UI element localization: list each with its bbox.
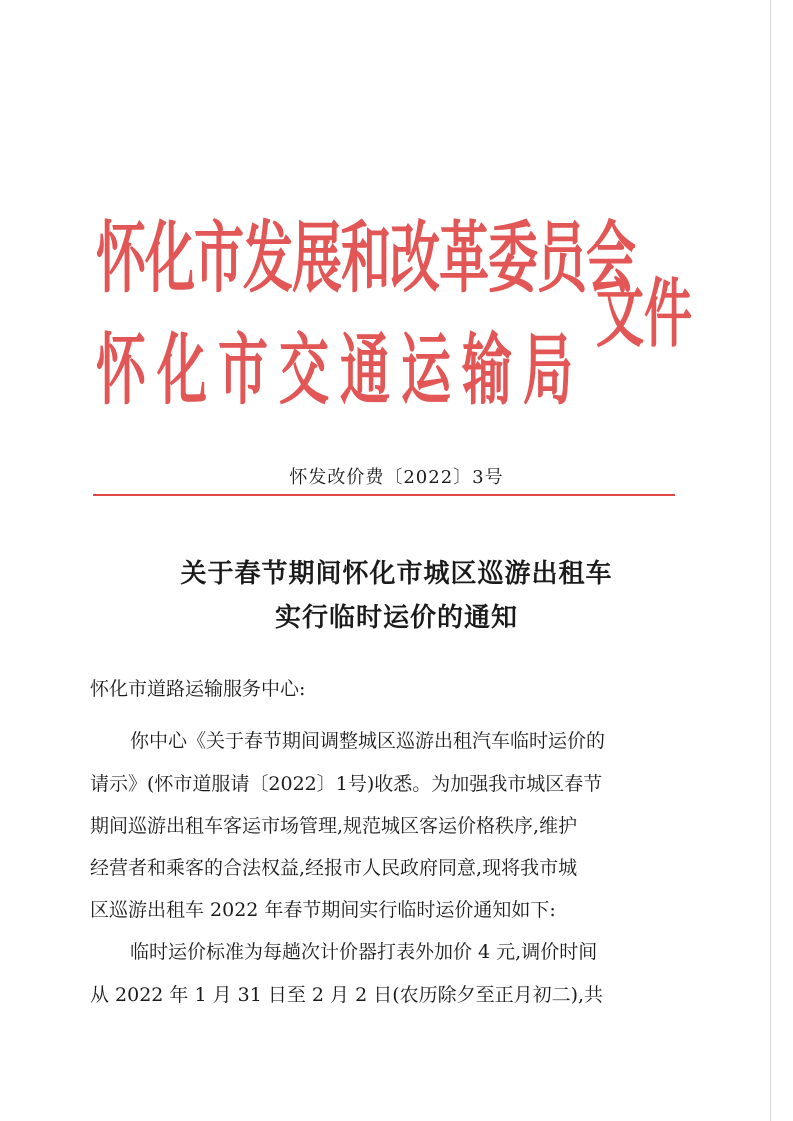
document-header — [96, 196, 696, 426]
document-title-line-1: 关于春节期间怀化市城区巡游出租车 — [180, 559, 613, 589]
body-line: 请示》(怀市道服请〔2022〕1号)收悉。为加强我市城区春节 — [90, 773, 603, 795]
body-line: 期间巡游出租车客运市场管理,规范城区客运价格秩序,维护 — [90, 815, 578, 837]
document-number: 怀发改价费〔2022〕3号 — [289, 467, 504, 488]
issuer-name-2: 怀化市交通运输局 — [96, 325, 584, 415]
body-line: 临时运价标准为每趟次计价器打表外加价 4 元,调价时间 — [130, 941, 598, 963]
red-separator-line — [93, 494, 675, 496]
document-type-label: 文件 — [596, 271, 693, 358]
body-line: 经营者和乘客的合法权益,经报市人民政府同意,现将我市城 — [90, 857, 578, 879]
salutation: 怀化市道路运输服务中心: — [90, 678, 306, 700]
body-line: 区巡游出租车 2022 年春节期间实行临时运价通知如下: — [90, 899, 556, 921]
body-line: 从 2022 年 1 月 31 日至 2 月 2 日(农历除夕至正月初二),共 — [90, 984, 604, 1006]
document-title-line-2: 实行临时运价的通知 — [274, 603, 518, 633]
issuer-name-1: 怀化市发展和改革委员会 — [96, 213, 635, 303]
body-line: 你中心《关于春节期间调整城区巡游出租汽车临时运价的 — [130, 730, 606, 752]
